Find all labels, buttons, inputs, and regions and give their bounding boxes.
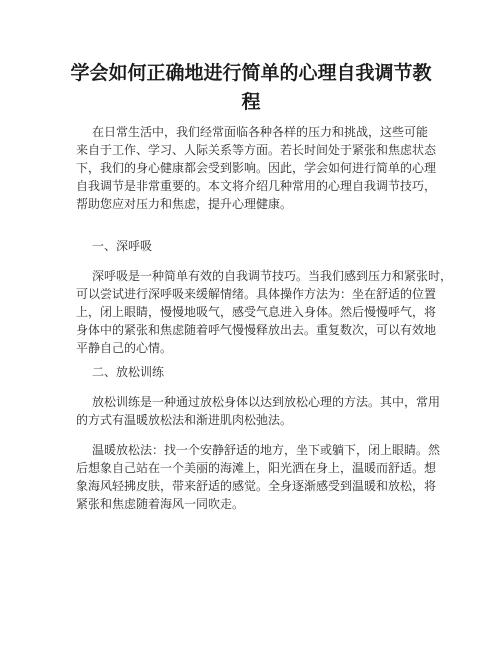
- section2-line: 放松训练是一种通过放松身体以达到放松心理的方法。其中，常用: [92, 395, 441, 409]
- section2-sub-line: 温暖放松法：找一个安静舒适的地方，坐下或躺下，闭上眼睛。然: [92, 443, 441, 457]
- intro-line: 在日常生活中，我们经常面临各种各样的压力和挑战，这些可能: [92, 125, 429, 139]
- section1-line: 上，闭上眼睛，慢慢地吸气，感受气息进入身体。然后慢慢呼气，将: [76, 305, 437, 319]
- section2-sub-line: 紧张和焦虑随着海风一同吹走。: [76, 497, 245, 511]
- section1-line: 深呼吸是一种简单有效的自我调节技巧。当我们感到压力和紧张时，: [92, 269, 453, 283]
- section2-line: 的方式有温暖放松法和渐进肌肉松弛法。: [76, 413, 293, 427]
- intro-line: 下，我们的身心健康都会受到影响。因此，学会如何进行简单的心理: [76, 161, 437, 175]
- section1-line: 平静自己的心情。: [76, 341, 173, 355]
- section2-sub-line: 象海风轻拂皮肤，带来舒适的感觉。全身逐渐感受到温暖和放松，将: [76, 479, 437, 493]
- section1-line: 可以尝试进行深呼吸来缓解情绪。具体操作方法为：坐在舒适的位置: [76, 287, 437, 301]
- intro-line: 帮助您应对压力和焦虑，提升心理健康。: [76, 197, 293, 211]
- intro-line: 自我调节是非常重要的。本文将介绍几种常用的心理自我调节技巧，: [76, 179, 437, 193]
- section-heading-deep-breathing: 一、深呼吸: [92, 239, 153, 253]
- section1-line: 身体中的紧张和焦虑随着呼气慢慢释放出去。重复数次，可以有效地: [76, 323, 437, 337]
- section-heading-relaxation: 二、放松训练: [92, 365, 165, 379]
- title-line-1: 学会如何正确地进行简单的心理自我调节教: [70, 62, 432, 84]
- intro-line: 来自于工作、学习、人际关系等方面。若长时间处于紧张和焦虑状态: [76, 143, 437, 157]
- section2-sub-line: 后想象自己站在一个美丽的海滩上，阳光洒在身上，温暖而舒适。想: [76, 461, 437, 475]
- title-line-2: 程: [241, 91, 261, 113]
